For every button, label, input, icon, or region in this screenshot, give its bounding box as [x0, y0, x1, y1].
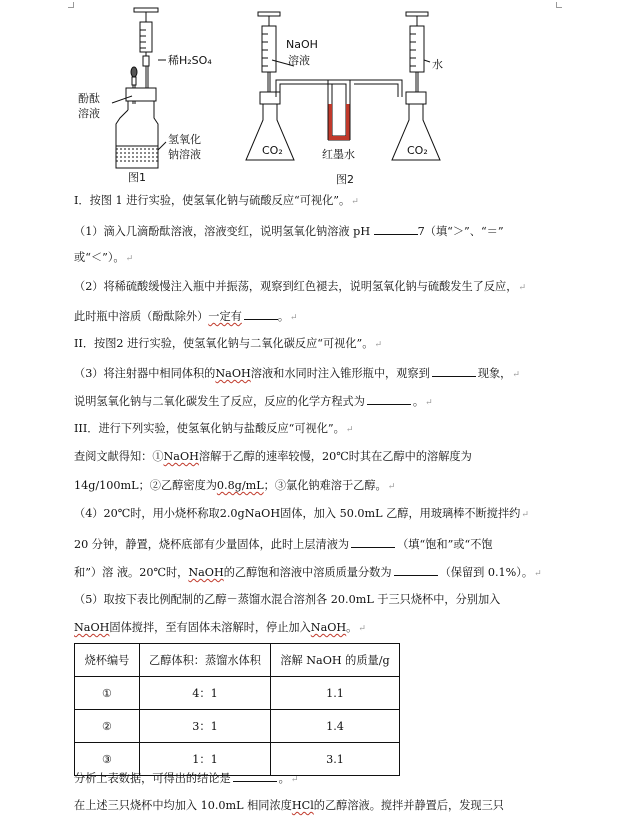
solubility-table [74, 643, 400, 776]
table-header-row [75, 644, 400, 677]
question-4-line-3: 和”）溶 液。20℃时，NaOH的乙醇饱和溶液中溶质质量分数为 （保留到 0.1%）。↵ [74, 566, 542, 579]
question-5-line-2: NaOH固体搅拌，至有固体未溶解时，停止加入NaOH。↵ [74, 621, 366, 634]
fig2-right-syringe [406, 12, 428, 96]
table-cell: ① [75, 677, 140, 710]
fig1-indicator-label-2: 溶液 [78, 107, 100, 120]
section-3-heading: III．进行下列实验，使氢氧化钠与盐酸反应“可视化”。↵ [74, 422, 354, 435]
fig2-left-syringe [258, 12, 280, 96]
figure-1 [112, 8, 166, 168]
literature-line-1: 查阅文献得知：①NaOH溶解于乙醇的速率较慢，20℃时其在乙醇中的溶解度为 [74, 450, 472, 463]
fig2-water-label: 水 [432, 58, 443, 71]
corner-mark-top-right [556, 2, 562, 8]
fig1-base-label-1: 氢氧化 [168, 133, 201, 146]
table-row [75, 677, 400, 710]
final-line: 在上述三只烧杯中均加入 10.0mL 相同浓度HCl的乙醇溶液。搅拌并静置后，发现三只 [74, 799, 504, 812]
question-3-line-1: （3）将注射器中相同体积的NaOH溶液和水同时注入锥形瓶中，观察到 现象，↵ [74, 367, 520, 380]
table-header-cell: 溶解 NaOH 的质量/g [271, 644, 400, 677]
fig1-stopper [126, 88, 156, 101]
answer-blank-4[interactable] [367, 393, 411, 405]
fig1-bottle [116, 110, 158, 168]
table-cell: 3：1 [140, 710, 271, 743]
section-2-heading: II．按图2 进行实验，使氢氧化钠与二氧化碳反应“可视化”。↵ [74, 337, 382, 350]
fig2-caption: 图2 [336, 173, 354, 186]
table-cell: 1.1 [271, 677, 400, 710]
answer-blank-6[interactable] [394, 564, 438, 576]
table-header-cell: 乙醇体积：蒸馏水体积 [140, 644, 271, 677]
question-4-line-2: 20 分钟，静置，烧杯底部有少量固体，此时上层清液为 （填“饱和”或“不饱 [74, 538, 493, 551]
fig1-caption: 图1 [128, 171, 146, 184]
corner-mark-top-left [68, 2, 74, 8]
answer-blank-5[interactable] [351, 536, 395, 548]
question-2-line-1: （2）将稀硫酸缓慢注入瓶中并振荡，观察到红色褪去，说明氢氧化钠与硫酸发生了反应，↵ [74, 280, 526, 293]
fig2-naoh-label-1: NaOH [286, 38, 318, 51]
question-3-line-2: 说明氢氧化钠与二氧化碳发生了反应，反应的化学方程式为 。↵ [74, 395, 433, 408]
fig1-acid-label: 稀H₂SO₄ [168, 54, 212, 67]
section-1-heading: I．按图 1 进行实验，使氢氧化钠与硫酸反应“可视化”。↵ [74, 194, 359, 207]
experiment-figures [0, 0, 621, 190]
table-cell: 1.4 [271, 710, 400, 743]
fig2-right-gas-label: CO₂ [407, 144, 428, 157]
table-cell: ③ [75, 743, 140, 776]
table-header-cell: 烧杯编号 [75, 644, 140, 677]
question-5-line-1: （5）取按下表比例配制的乙醇－蒸馏水混合溶剂各 20.0mL 于三只烧杯中，分别加入 [74, 593, 501, 606]
fig1-indicator-label-1: 酚酞 [78, 92, 100, 105]
table-cell: 4：1 [140, 677, 271, 710]
table-cell: 3.1 [271, 743, 400, 776]
literature-line-2: 14g/100mL；②乙醇密度为0.8g/mL；③氯化钠难溶于乙醇。↵ [74, 479, 396, 492]
question-1-line-2: 或“＜”）。↵ [74, 251, 134, 264]
fig2-u-tube [276, 80, 402, 140]
fig1-syringe [134, 8, 158, 96]
table-row [75, 710, 400, 743]
answer-blank-3[interactable] [432, 365, 476, 377]
fig2-naoh-label-2: 溶液 [288, 54, 310, 67]
conclusion-line: 分析上表数据，可得出的结论是 。↵ [74, 772, 299, 785]
table-cell: 1：1 [140, 743, 271, 776]
fig2-red-ink [329, 104, 350, 140]
question-4-line-1: （4）20℃时，用小烧杯称取2.0gNaOH固体，加入 50.0mL 乙醇，用玻璃棒不断搅拌约↵ [74, 507, 529, 520]
fig1-base-label-2: 钠溶液 [168, 148, 201, 161]
answer-blank-7[interactable] [233, 770, 277, 782]
question-2-line-2: 此时瓶中溶质（酚酞除外）一定有 。↵ [74, 310, 298, 323]
fig2-ink-label: 红墨水 [322, 148, 355, 161]
fig1-liquid [116, 146, 158, 161]
table-cell: ② [75, 710, 140, 743]
fig2-left-gas-label: CO₂ [262, 144, 283, 157]
answer-blank-2[interactable] [244, 308, 278, 320]
question-1-line-1: （1）滴入几滴酚酞溶液，溶液变红，说明氢氧化钠溶液 pH 7（填“＞”、“＝” [74, 225, 504, 238]
answer-blank-1[interactable] [374, 223, 418, 235]
